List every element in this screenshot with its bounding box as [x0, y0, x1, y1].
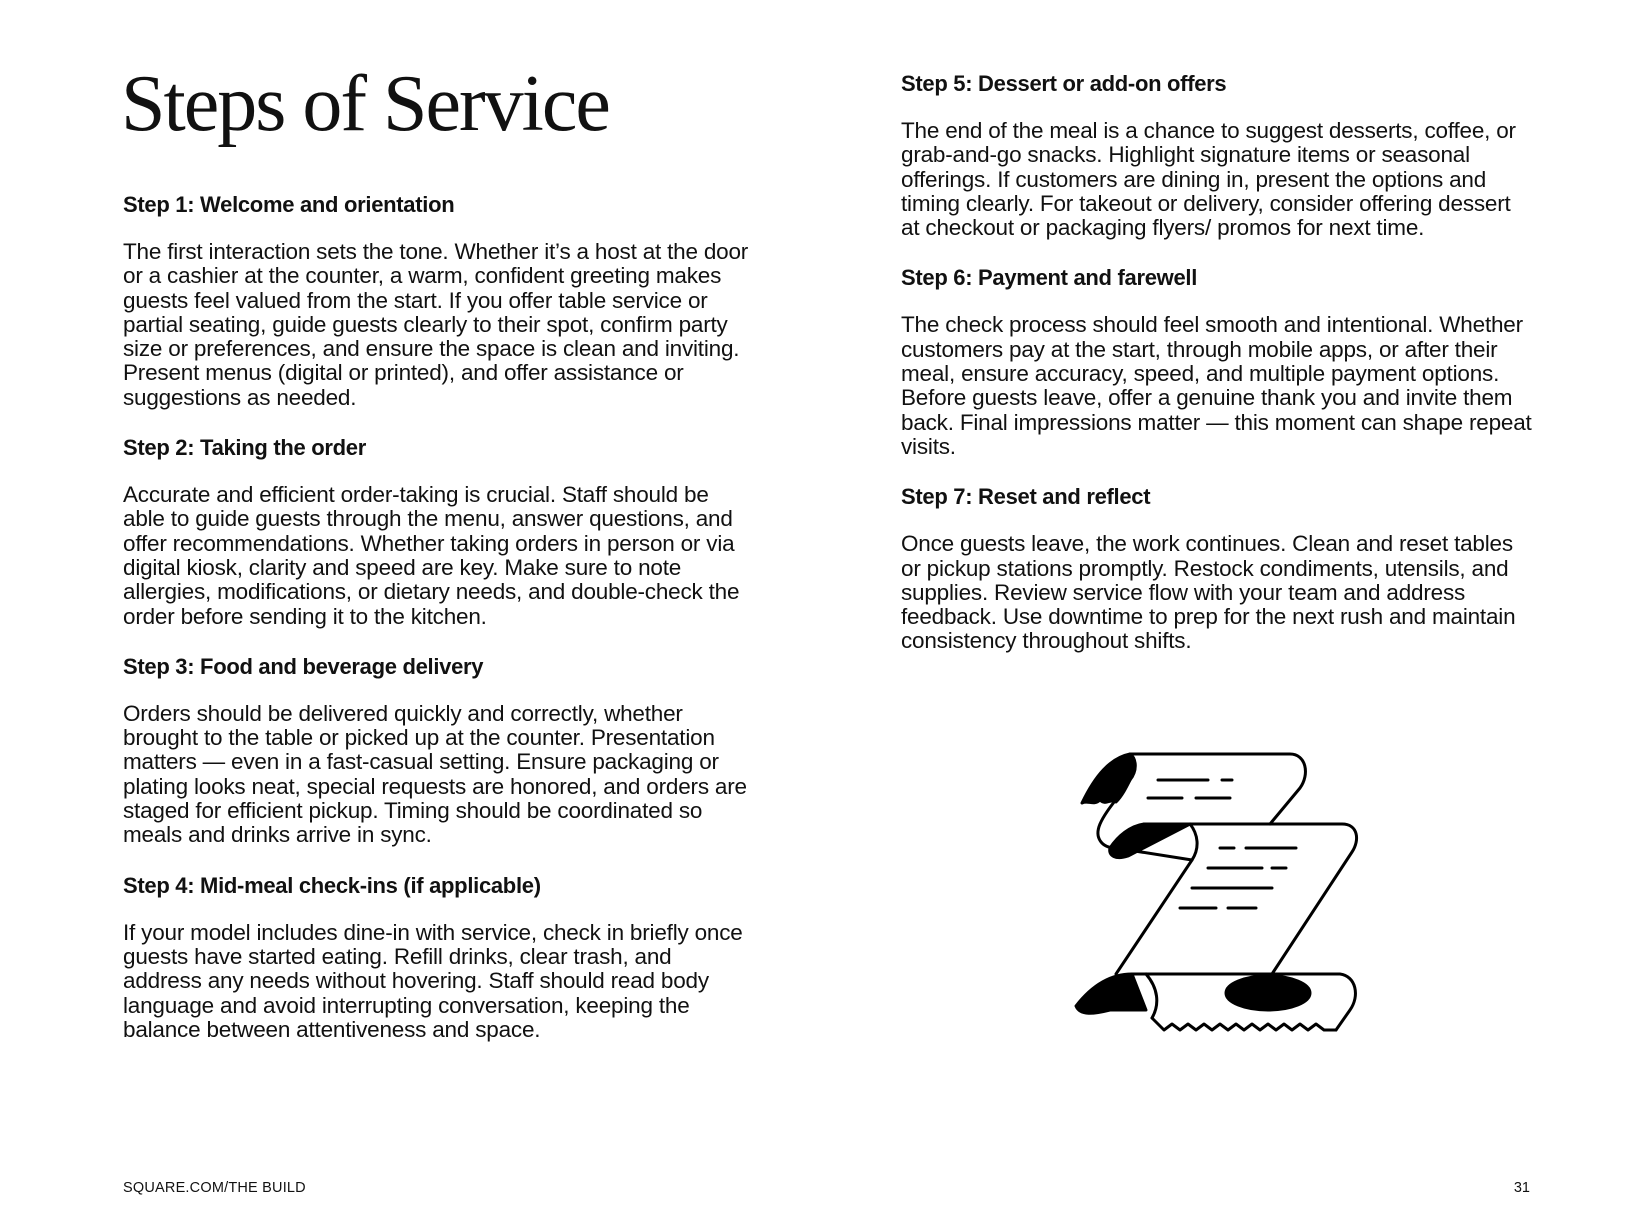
page-number: 31: [1513, 1180, 1530, 1196]
step-4: [123, 873, 755, 1042]
step-2: [123, 435, 755, 629]
step-heading: Step 1: Welcome and orientation: [123, 192, 455, 217]
step-5: [901, 71, 1533, 240]
step-body: If your model includes dine-in with service, check in briefly once guests have started eating. Refill drinks, clear trash, and address any needs without hovering. Staff should read body language and avoid interrupting conversation, keeping the balance between attentiveness and space.: [123, 919, 743, 1042]
right-column: [901, 71, 1533, 679]
receipt-icon: [1060, 748, 1360, 1038]
step-heading: Step 7: Reset and reflect: [901, 484, 1151, 510]
step-body: The end of the meal is a chance to suggest desserts, coffee, or grab-and-go snacks. Highlight signature items or seasonal offerings. If customers are dining in, present the options and timing clearly. For takeout or delivery, consider offering dessert at checkout or packaging flyers/ promos for next time.: [901, 118, 1516, 241]
step-heading: Step 6: Payment and farewell: [901, 265, 1198, 291]
step-heading: Step 2: Taking the order: [123, 435, 366, 461]
step-heading: Step 4: Mid-meal check-ins (if applicable): [123, 872, 541, 898]
step-heading: Step 5: Dessert or add-on offers: [901, 71, 1227, 96]
step-body: Once guests leave, the work continues. Clean and reset tables or pickup stations promptly. Restock condiments, utensils, and supplies. Review service flow with your team and address feedback. Use downtime to prep for the next rush and maintain consistency throughout shifts.: [901, 531, 1516, 654]
page-title: Steps of Service: [121, 60, 609, 148]
step-heading: Step 3: Food and beverage delivery: [123, 653, 484, 679]
step-body: Orders should be delivered quickly and correctly, whether brought to the table or picked up at the counter. Presentation matters — even in a fast-casual setting. Ensure packaging or plating looks neat, special requests are honored, and orders are staged for efficient pickup. Timing should be coordinated so meals and drinks arrive in sync.: [123, 700, 747, 848]
step-6: [901, 265, 1533, 459]
step-3: [123, 654, 755, 848]
step-body: Accurate and efficient order-taking is crucial. Staff should be able to guide guests through the menu, answer questions, and offer recommendations. Whether taking orders in person or via digital kiosk, clarity and speed are key. Make sure to note allergies, modifications, or dietary needs, and double-check the order before sending it to the kitchen.: [123, 482, 740, 629]
step-7: [901, 484, 1533, 653]
left-column: [123, 192, 755, 1067]
step-body: The check process should feel smooth and intentional. Whether customers pay at the start, through mobile apps, or after their meal, ensure accuracy, speed, and multiple payment options. Before guests leave, offer a genuine thank you and invite them back. Final impressions matter — this moment can shape repeat visits.: [901, 312, 1532, 459]
footer-site: SQUARE.COM/THE BUILD: [123, 1180, 306, 1196]
step-body: The first interaction sets the tone. Whether it’s a host at the door or a cashier at the counter, a warm, confident greeting makes guests feel valued from the start. If you offer table service or partial seating, guide guests clearly to their spot, confirm party size or preferences, and ensure the space is clean and inviting. Present menus (digital or printed), and offer assistance or suggestions as needed.: [123, 239, 749, 410]
step-1: [123, 192, 755, 410]
